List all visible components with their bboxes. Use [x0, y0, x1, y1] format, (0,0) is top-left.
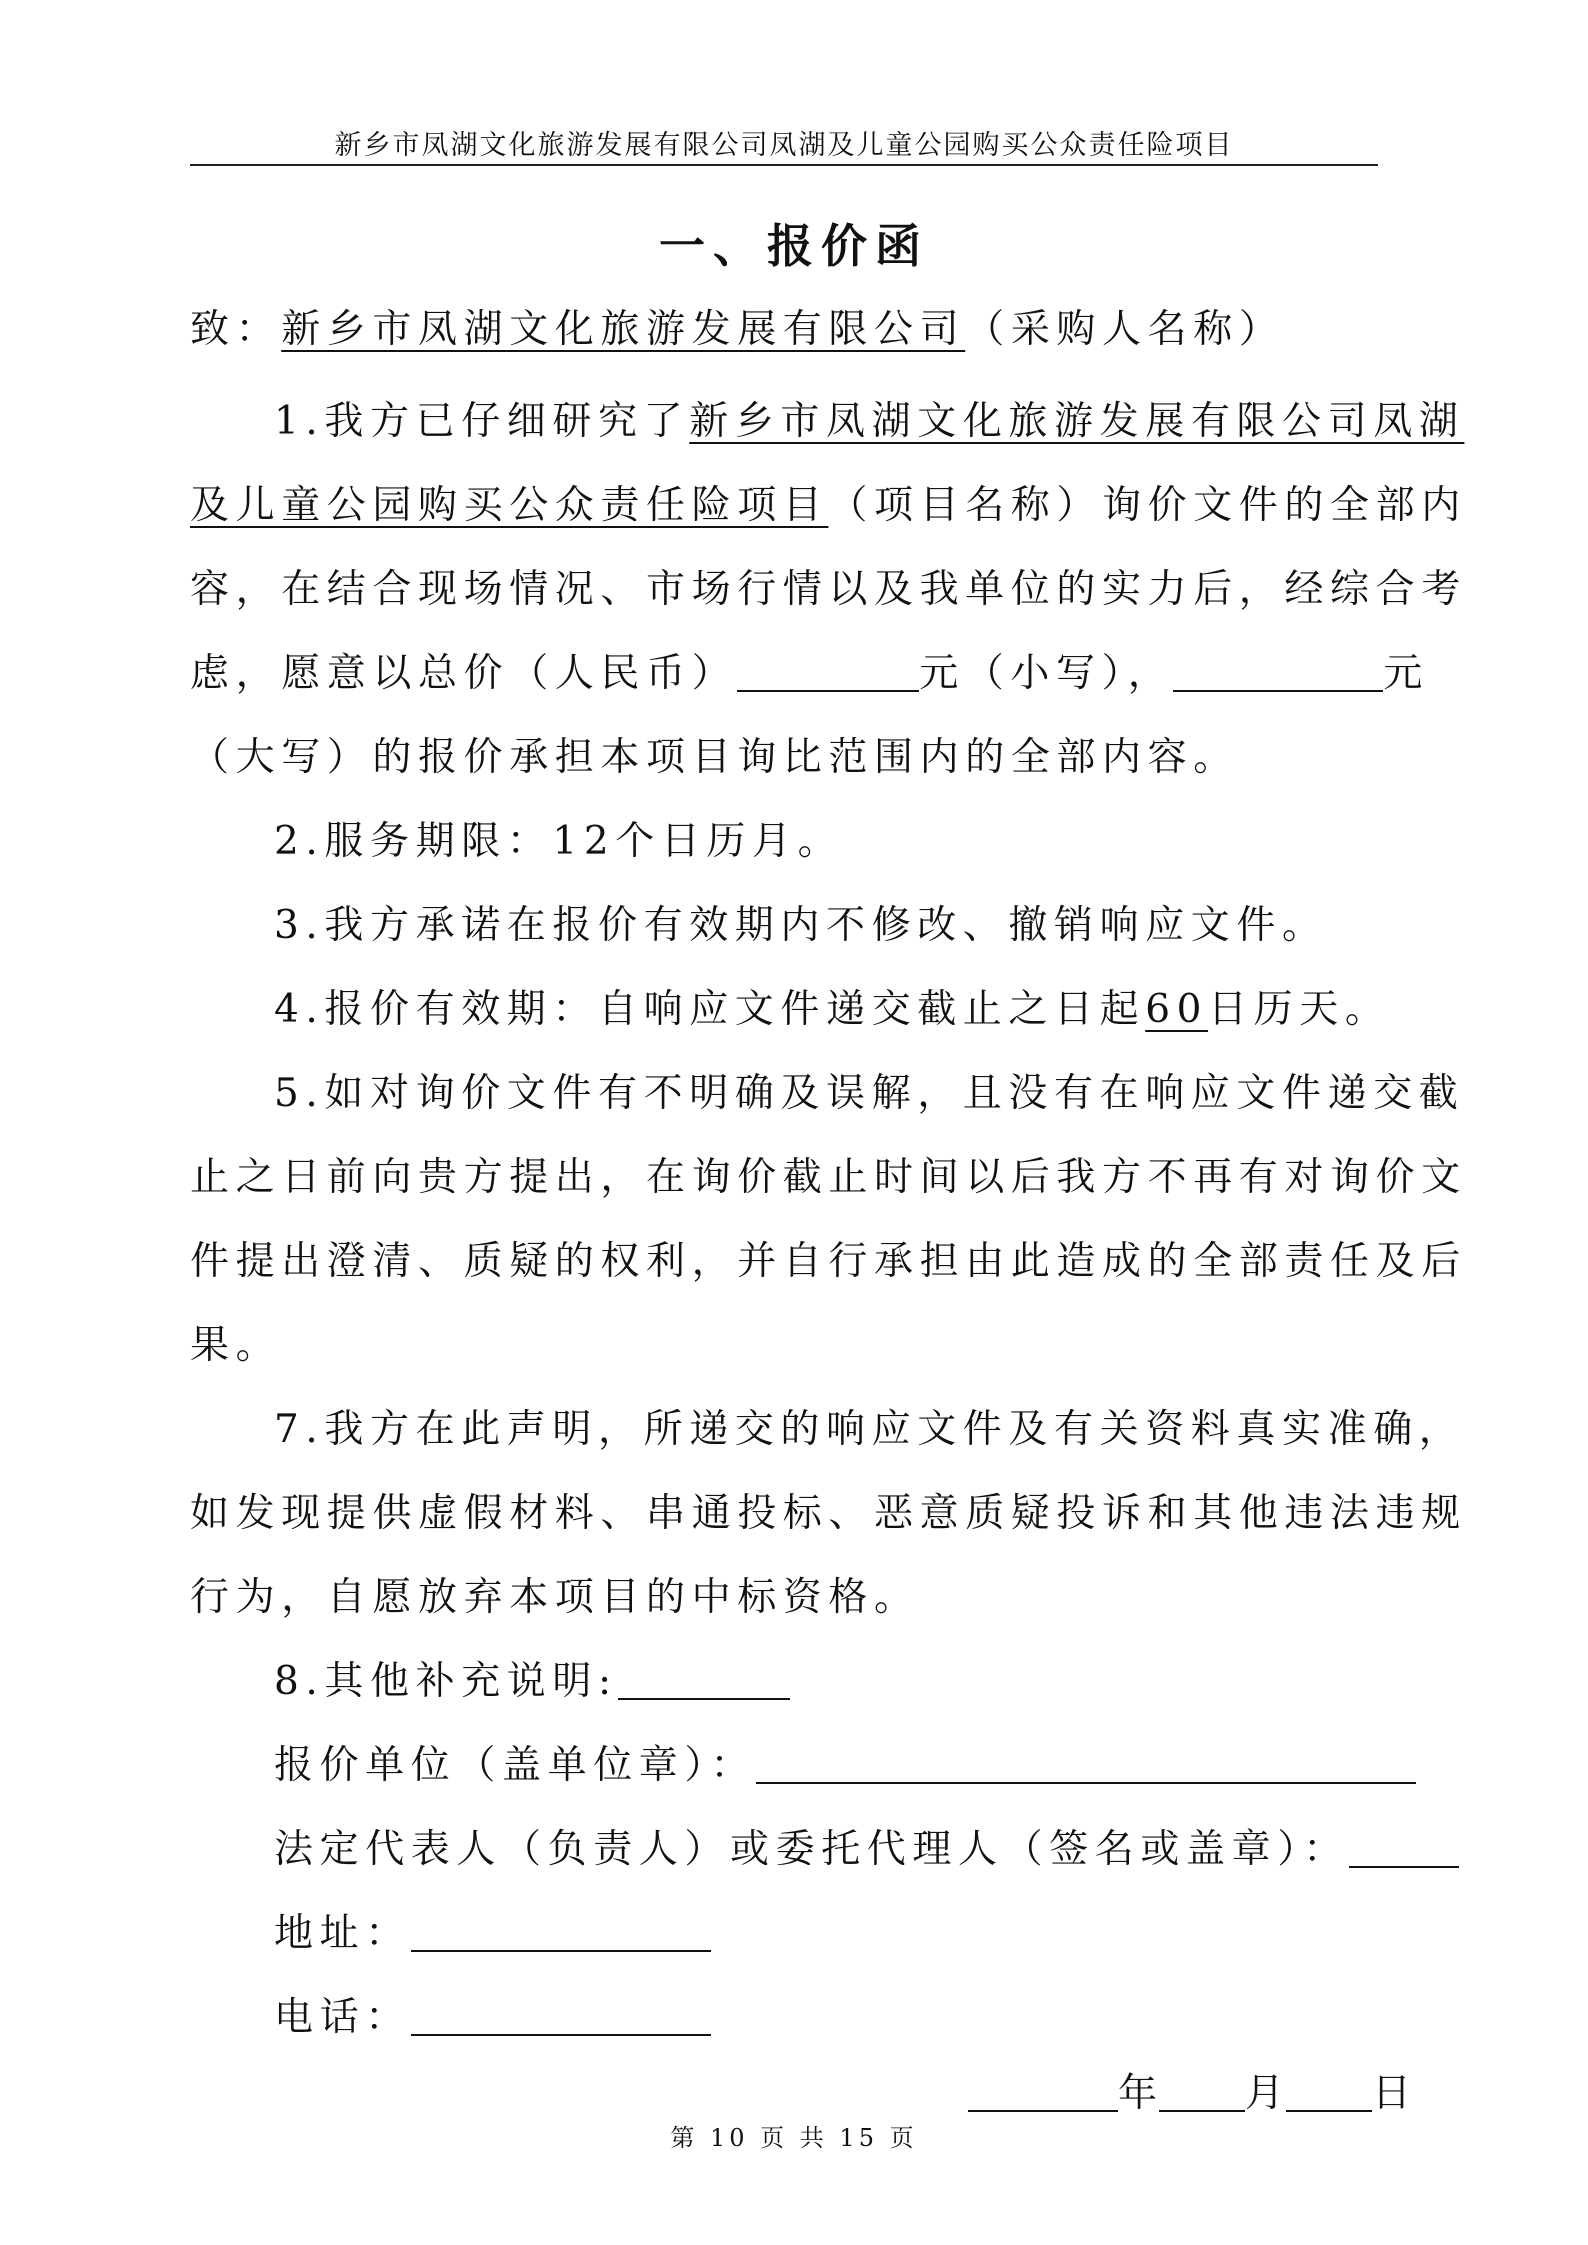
header-divider: [190, 164, 1378, 166]
item1-line1: [274, 392, 1514, 452]
item1-prefix: 1.我方已仔细研究了: [274, 399, 690, 444]
item1-project-name-part1: 新乡市凤湖文化旅游发展有限公司凤湖: [689, 399, 1465, 444]
item2-service-period: 2.服务期限：12个日历月。: [274, 819, 844, 864]
item1-line2-rest: （项目名称）询价文件的全部内: [828, 483, 1467, 528]
item4-validity: [274, 980, 1514, 1040]
unit-seal-blank[interactable]: [756, 1740, 1416, 1784]
signature-unit-label: 报价单位（盖单位章）：: [274, 1743, 757, 1788]
item3-commitment: 3.我方承诺在报价有效期内不修改、撤销响应文件。: [274, 903, 1328, 948]
date-line: [968, 2064, 1428, 2124]
addressee-suffix: （采购人名称）: [965, 307, 1285, 352]
day-blank[interactable]: [1286, 2068, 1372, 2112]
addressee-name: 新乡市凤湖文化旅游发展有限公司: [281, 307, 966, 352]
item8-supplementary: [274, 1652, 1514, 1712]
item8-label: 8.其他补充说明:: [274, 1659, 618, 1704]
page-header: 新乡市凤湖文化旅游发展有限公司凤湖及儿童公园购买公众责任险项目: [334, 130, 1234, 161]
addressee-prefix: 致：: [190, 307, 282, 352]
representative-signature-blank[interactable]: [1349, 1824, 1459, 1868]
address-blank[interactable]: [411, 1908, 711, 1952]
item7-line1: 7.我方在此声明，所递交的响应文件及有关资料真实准确，: [274, 1407, 1465, 1452]
signature-unit-line: [274, 1736, 1514, 1796]
item5-line3: 件提出澄清、质疑的权利，并自行承担由此造成的全部责任及后: [190, 1239, 1467, 1284]
item1-total-price-label: 虑，愿意以总价（人民币）: [190, 651, 738, 696]
item1-yuan: 元: [1383, 651, 1429, 696]
item1-project-name-part2: 及儿童公园购买公众责任险项目: [190, 483, 829, 528]
item5-line2: 止之日前向贵方提出，在询价截止时间以后我方不再有对询价文: [190, 1155, 1467, 1200]
item5-line1: 5.如对询价文件有不明确及误解，且没有在响应文件递交截: [274, 1071, 1465, 1116]
phone-line: [274, 1988, 1514, 2048]
item1-line3: 容，在结合现场情况、市场行情以及我单位的实力后，经综合考: [190, 567, 1467, 612]
month-label: 月: [1245, 2071, 1287, 2116]
price-uppercase-blank[interactable]: [1173, 648, 1383, 692]
item5-line4: 果。: [190, 1323, 282, 1368]
item7-line3: 行为，自愿放弃本项目的中标资格。: [190, 1575, 920, 1620]
item1-line4: [190, 644, 1430, 704]
signature-rep-label: 法定代表人（负责人）或委托代理人（签名或盖章）：: [274, 1827, 1349, 1872]
signature-rep-line: [274, 1820, 1514, 1880]
day-label: 日: [1372, 2071, 1414, 2116]
supplementary-blank[interactable]: [618, 1656, 790, 1700]
item4-prefix: 4.报价有效期：自响应文件递交截止之日起: [274, 987, 1146, 1032]
item1-line5: （大写）的报价承担本项目询比范围内的全部内容。: [190, 735, 1239, 780]
item4-days: 60: [1145, 987, 1209, 1032]
year-label: 年: [1118, 2071, 1160, 2116]
page-title: 一、报价函: [659, 219, 929, 273]
address-label: 地址：: [274, 1911, 411, 1956]
month-blank[interactable]: [1159, 2068, 1245, 2112]
item1-line2: [190, 476, 1467, 536]
phone-label: 电话：: [274, 1995, 411, 2040]
item1-lowercase-label: 元（小写），: [919, 651, 1174, 696]
item4-suffix: 日历天。: [1208, 987, 1391, 1032]
address-line: [274, 1904, 1514, 1964]
phone-blank[interactable]: [411, 1992, 711, 2036]
price-lowercase-blank[interactable]: [737, 648, 919, 692]
year-blank[interactable]: [968, 2068, 1118, 2112]
addressee-line: [190, 300, 1430, 360]
item7-line2: 如发现提供虚假材料、串通投标、恶意质疑投诉和其他违法违规: [190, 1491, 1467, 1536]
page-number-footer: 第 10 页 共 15 页: [670, 2124, 918, 2152]
